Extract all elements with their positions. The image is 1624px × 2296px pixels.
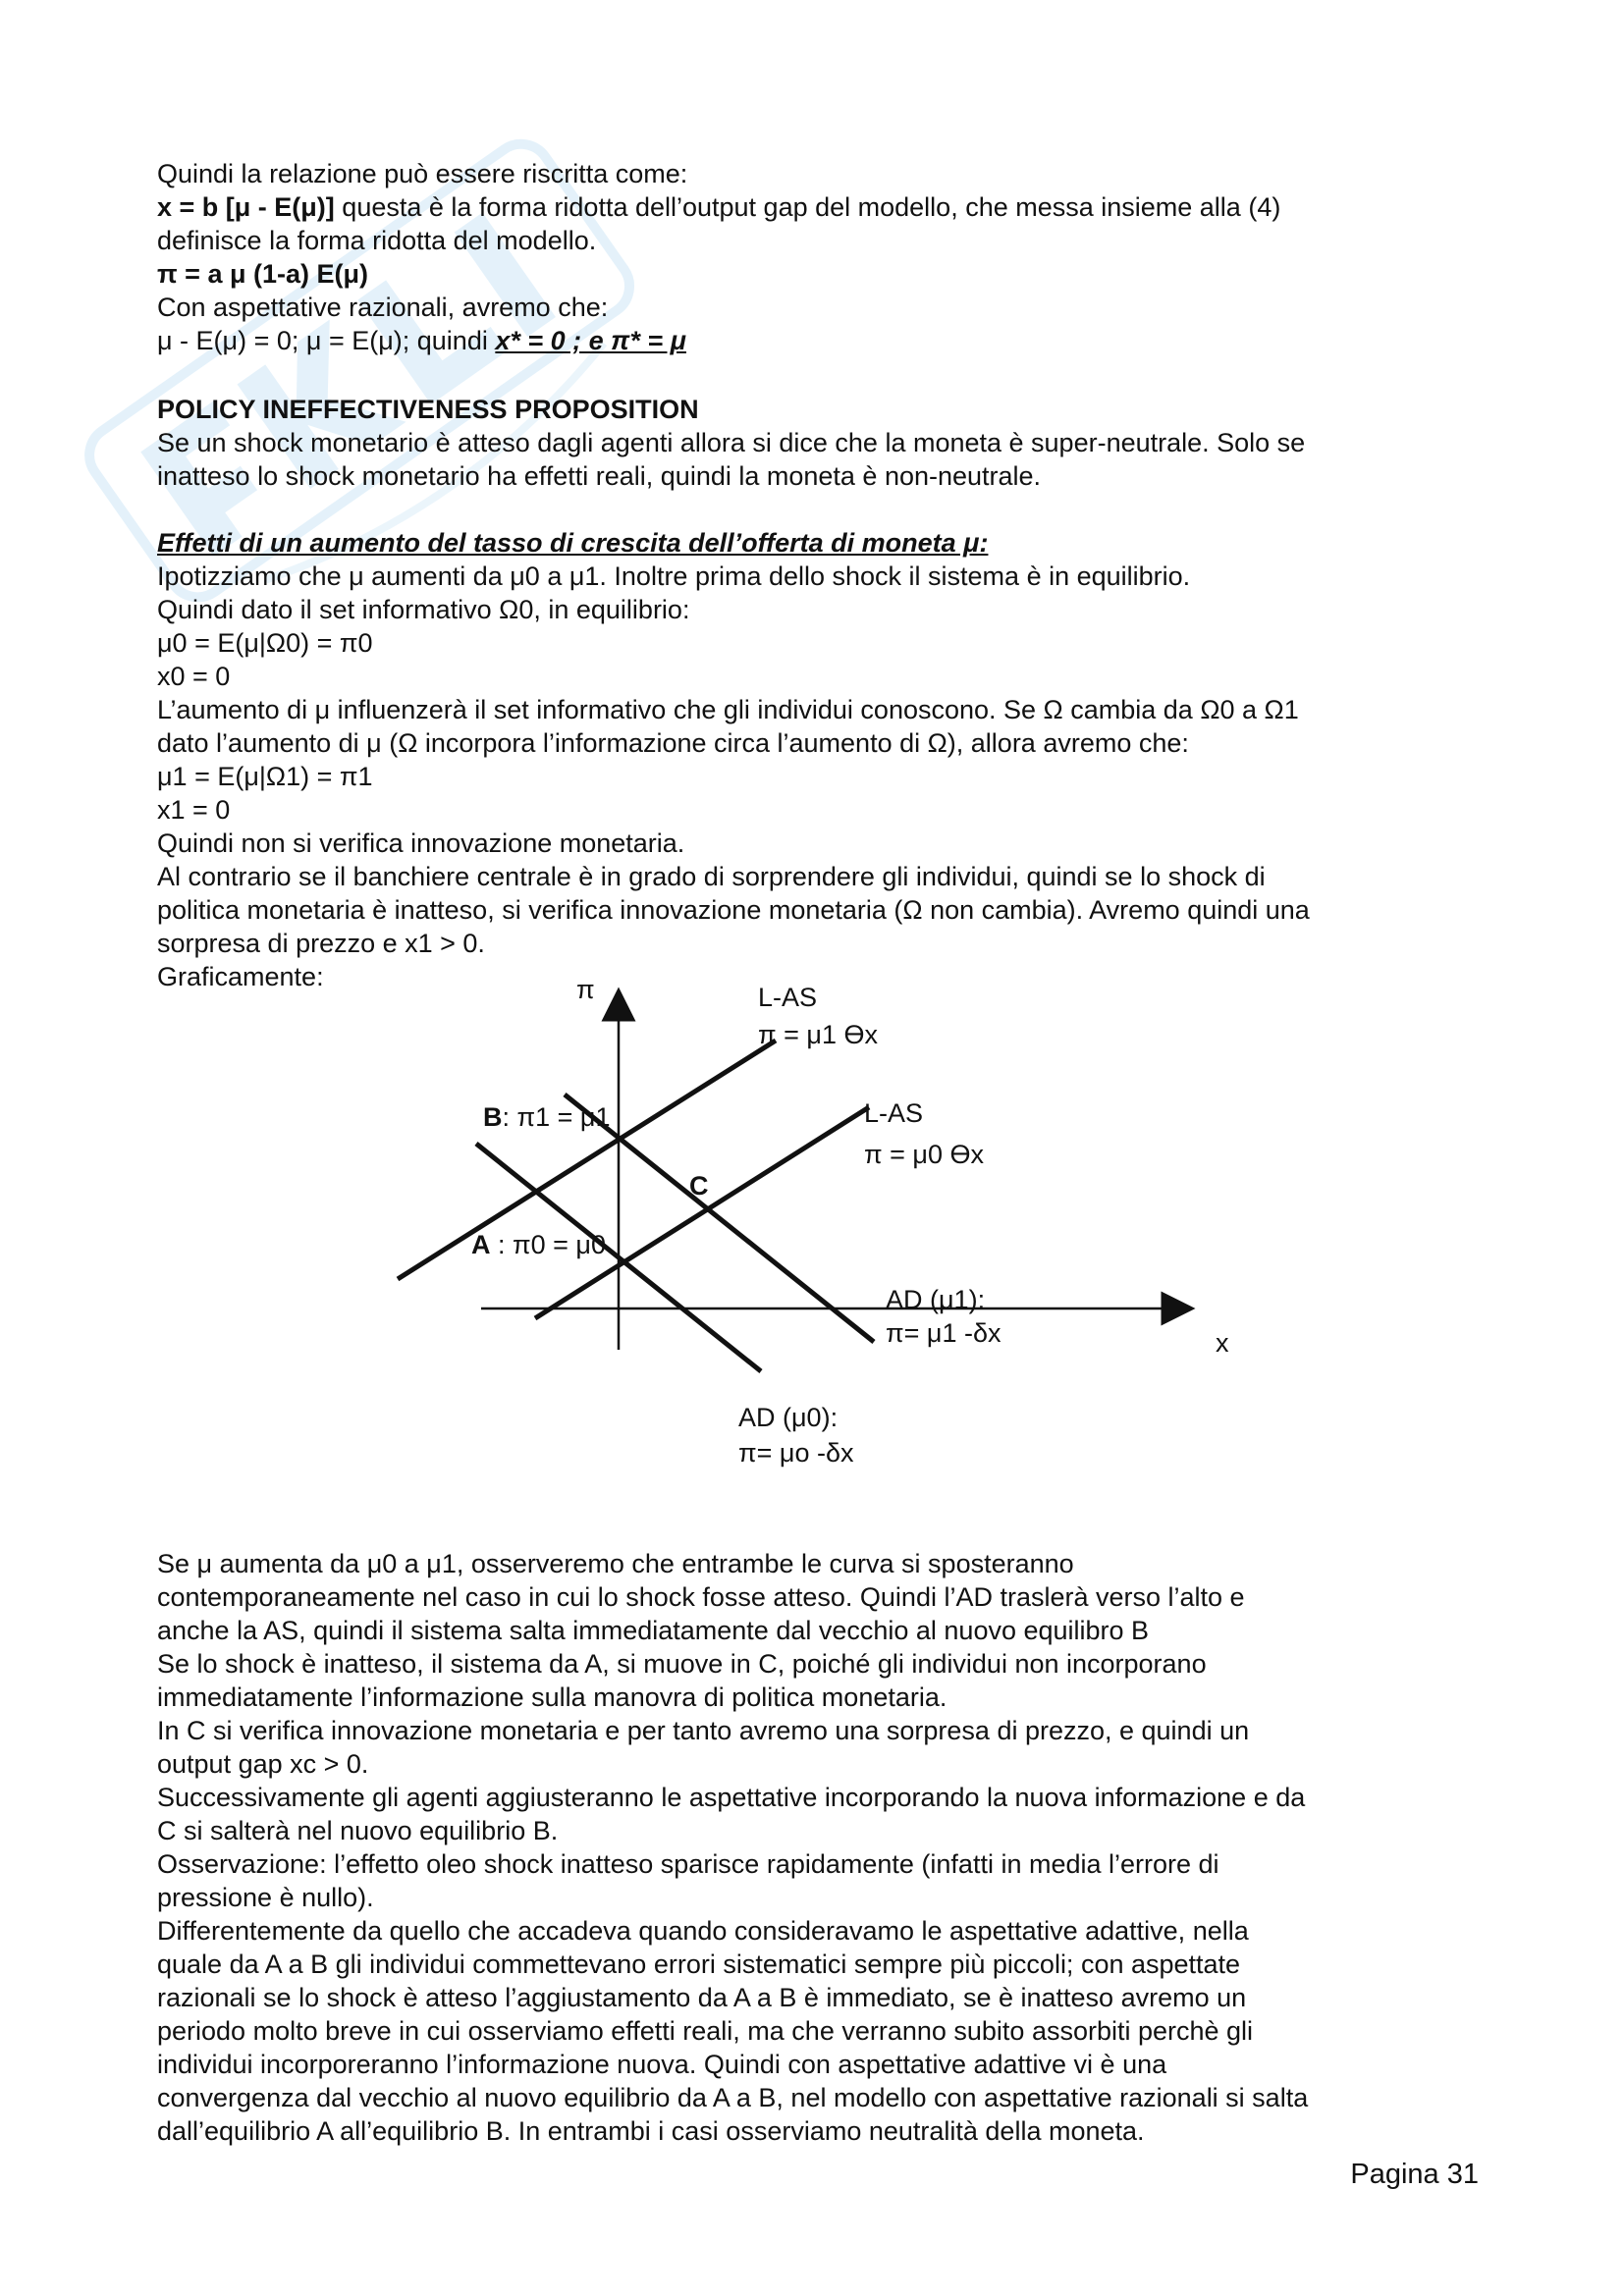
equilibrium-result: x* = 0 ; e π* = μ <box>495 326 686 355</box>
rational-expectations-line <box>157 324 1492 357</box>
point-a-label <box>471 1230 606 1259</box>
y-axis-label: π <box>576 977 595 1004</box>
paragraph-line: periodo molto breve in cui osserviamo effetti reali, ma che verranno subito assorbiti perchè gli <box>157 2016 1254 2046</box>
discussion-section <box>157 1547 1492 2148</box>
paragraph-line: Graficamente: <box>157 962 324 991</box>
paragraph-line: immediatamente l’informazione sulla manovra di politica monetaria. <box>157 1682 947 1712</box>
paragraph-line: Se lo shock è inatteso, il sistema da A, si muove in C, poiché gli individui non incorporano <box>157 1649 1207 1679</box>
rational-expectations-text: μ - E(μ) = 0; μ = E(μ); quindi <box>157 326 496 355</box>
ad1-title: AD (μ1): <box>886 1285 986 1314</box>
paragraph-line: μ1 = E(μ|Ω1) = π1 <box>157 762 373 791</box>
inflation-equation: π = a μ (1-a) E(μ) <box>157 259 368 289</box>
policy-section <box>157 393 1492 493</box>
intro-section <box>157 157 1492 357</box>
intro-line: Quindi la relazione può essere riscritta come: <box>157 159 688 188</box>
point-b-text: : π1 = μ1 <box>502 1102 611 1132</box>
paragraph-line: Differentemente da quello che accadeva quando consideravamo le aspettative adattive, nella <box>157 1916 1249 1946</box>
las1-equation: π = μ1 ϴx <box>758 1020 878 1049</box>
output-gap-equation: x = b [μ - E(μ)] <box>157 192 335 222</box>
section-heading: Effetti di un aumento del tasso di crescita dell’offerta di moneta μ: <box>157 528 989 558</box>
paragraph-line: Se un shock monetario è atteso dagli agenti allora si dice che la moneta è super-neutrale. Solo se <box>157 428 1306 457</box>
paragraph-line: anche la AS, quindi il sistema salta immediatamente dal vecchio al nuovo equilibro B <box>157 1616 1150 1645</box>
section-heading: POLICY INEFFECTIVENESS PROPOSITION <box>157 395 699 424</box>
paragraph-line: razionali se lo shock è atteso l’aggiustamento da A a B è immediato, se è inatteso avremo un <box>157 1983 1247 2012</box>
paragraph-line: sorpresa di prezzo e x1 > 0. <box>157 929 485 958</box>
paragraph-line: Osservazione: l’effetto oleo shock inatteso sparisce rapidamente (infatti in media l’errore di <box>157 1849 1219 1879</box>
las0-equation: π = μ0 ϴx <box>864 1140 984 1169</box>
effects-section <box>157 526 1492 993</box>
ad0-title: AD (μ0): <box>738 1403 839 1432</box>
paragraph-line: quale da A a B gli individui commettevano errori sistematici sempre più piccoli; con aspettate <box>157 1949 1241 1979</box>
x-axis-label: x <box>1216 1328 1229 1358</box>
point-b-label <box>483 1102 611 1132</box>
paragraph-line: L’aumento di μ influenzerà il set informativo che gli individui conoscono. Se Ω cambia da Ω0 a Ω1 <box>157 695 1299 724</box>
point-c-label: C <box>689 1171 709 1201</box>
paragraph-line: μ0 = E(μ|Ω0) = π0 <box>157 628 373 658</box>
paragraph-line: inatteso lo shock monetario ha effetti reali, quindi la moneta è non-neutrale. <box>157 461 1042 491</box>
page-number: Pagina 31 <box>1350 2159 1479 2190</box>
point-b-letter: B <box>483 1102 503 1132</box>
paragraph-line: Quindi non si verifica innovazione monetaria. <box>157 828 685 858</box>
point-a-letter: A <box>471 1230 491 1259</box>
ad0-equation: π= μo -δx <box>738 1438 854 1468</box>
paragraph-line: individui incorporeranno l’informazione nuova. Quindi con aspettative adattive vi è una <box>157 2050 1167 2079</box>
paragraph-line: Al contrario se il banchiere centrale è in grado di sorprendere gli individui, quindi se lo shock di <box>157 862 1266 891</box>
paragraph-line: dall’equilibrio A all’equilibrio B. In entrambi i casi osserviamo neutralità della moneta. <box>157 2116 1145 2146</box>
paragraph-line: C si salterà nel nuovo equilibrio B. <box>157 1816 559 1845</box>
paragraph-line: Se μ aumenta da μ0 a μ1, osserveremo che entrambe le curva si sposteranno <box>157 1549 1074 1578</box>
paragraph-line: contemporaneamente nel caso in cui lo shock fosse atteso. Quindi l’AD traslerà verso l’alto e <box>157 1582 1245 1612</box>
ad1-equation: π= μ1 -δx <box>886 1318 1001 1348</box>
paragraph-line: x1 = 0 <box>157 795 231 825</box>
point-a-text: : π0 = μ0 <box>490 1230 606 1259</box>
paragraph-line: dato l’aumento di μ (Ω incorpora l’informazione circa l’aumento di Ω), allora avremo che: <box>157 728 1189 758</box>
intro-line: Con aspettative razionali, avremo che: <box>157 293 609 322</box>
reduced-form-equation <box>157 190 1492 224</box>
paragraph-line: In C si verifica innovazione monetaria e per tanto avremo una sorpresa di prezzo, e quindi un <box>157 1716 1250 1745</box>
intro-line: definisce la forma ridotta del modello. <box>157 226 597 255</box>
las-mu0-curve <box>535 1107 869 1318</box>
paragraph-line: output gap xc > 0. <box>157 1749 369 1779</box>
paragraph-line: Ipotizziamo che μ aumenti da μ0 a μ1. Inoltre prima dello shock il sistema è in equilibrio. <box>157 561 1191 591</box>
las1-title: L-AS <box>758 983 818 1012</box>
paragraph-line: convergenza dal vecchio al nuovo equilibrio da A a B, nel modello con aspettative razionali si salta <box>157 2083 1309 2112</box>
paragraph-line: pressione è nullo). <box>157 1883 374 1912</box>
paragraph-line: x0 = 0 <box>157 662 231 691</box>
paragraph-line: Quindi dato il set informativo Ω0, in equilibrio: <box>157 595 690 624</box>
paragraph-line: Successivamente gli agenti aggiusteranno le aspettative incorporando la nuova informazione e da <box>157 1783 1306 1812</box>
las0-title: L-AS <box>864 1098 924 1128</box>
equation-comment: questa è la forma ridotta dell’output gap del modello, che messa insieme alla (4) <box>334 192 1281 222</box>
as-ad-diagram <box>373 977 1257 1507</box>
paragraph-line: politica monetaria è inatteso, si verifica innovazione monetaria (Ω non cambia). Avremo quindi una <box>157 895 1310 925</box>
